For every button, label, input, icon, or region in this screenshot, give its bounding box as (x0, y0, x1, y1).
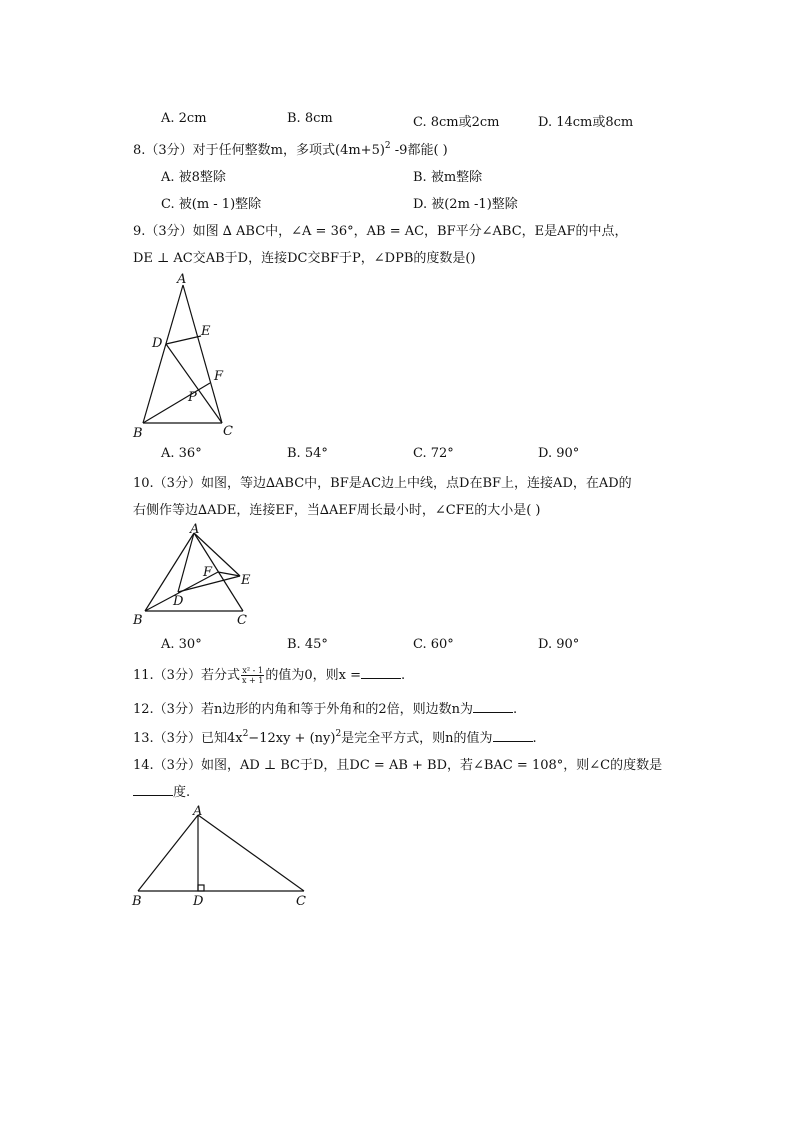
q10-stem-line1: 10.（3分）如图，等边∆ABC中，BF是AC边上中线，点D在BF上，连接AD，在AD的 (133, 476, 632, 491)
q10-label-b: B (133, 613, 143, 628)
q8-option-c[interactable]: C. 被(m - 1)整除 (161, 197, 262, 212)
q10-label-a: A (190, 522, 200, 537)
q13-end: . (532, 731, 537, 746)
q9-stem-line2: DE ⊥ AC交AB于D，连接DC交BF于P，∠DPB的度数是() (133, 251, 476, 266)
q9-option-c[interactable]: C. 72° (413, 446, 454, 461)
q14-end: 度. (173, 785, 191, 800)
q14-label-d: D (193, 894, 204, 909)
q9-option-d[interactable]: D. 90° (538, 446, 580, 461)
q11-suffix: 的值为0，则x = (265, 668, 361, 683)
q8-option-a[interactable]: A. 被8整除 (161, 170, 226, 185)
q9-option-b[interactable]: B. 54° (287, 446, 328, 461)
q11-fraction-denominator: x + 1 (241, 676, 264, 685)
q8-exponent: 2 (384, 140, 391, 151)
q8-prefix: 8.（3分）对于任何整数m，多项式(4m+5) (133, 143, 385, 158)
q11-fraction-numerator: x² - 1 (242, 666, 263, 675)
q10-label-d: D (173, 594, 184, 609)
q10-option-c[interactable]: C. 60° (413, 637, 454, 652)
q7-option-d[interactable]: D. 14cm或8cm (538, 115, 634, 130)
q7-option-c[interactable]: C. 8cm或2cm (413, 115, 500, 130)
q10-label-e: E (241, 573, 251, 588)
q7-option-b[interactable]: B. 8cm (287, 111, 333, 126)
q9-label-c: C (223, 424, 233, 439)
q10-label-c: C (237, 613, 247, 628)
q9-label-p: P (188, 390, 197, 405)
q8-option-d[interactable]: D. 被(2m -1)整除 (413, 197, 518, 212)
q10-option-d[interactable]: D. 90° (538, 637, 580, 652)
q10-option-b[interactable]: B. 45° (287, 637, 328, 652)
q13-middle: −12xy + (ny) (248, 731, 336, 746)
q10-label-f: F (203, 565, 213, 580)
q9-label-a: A (177, 272, 187, 287)
q9-label-f: F (214, 369, 224, 384)
q12-end: . (512, 702, 518, 717)
q14-label-b: B (132, 894, 142, 909)
q13-exponent-2: 2 (335, 728, 342, 739)
q9-stem-line1: 9.（3分）如图 ∆ ABC中，∠A = 36°，AB = AC，BF平分∠ABC，E是AF的中点， (133, 224, 628, 239)
q9-label-b: B (133, 426, 143, 441)
q8-suffix: -9都能( ) (390, 143, 448, 158)
q9-option-a[interactable]: A. 36° (161, 446, 202, 461)
q9-label-e: E (201, 324, 211, 339)
q13-suffix: 是完全平方式，则n的值为 (341, 731, 493, 746)
q14-label-c: C (296, 894, 306, 909)
q14-label-a: A (193, 804, 203, 819)
q8-option-b[interactable]: B. 被m整除 (413, 170, 483, 185)
q10-option-a[interactable]: A. 30° (161, 637, 202, 652)
q12-text: 12.（3分）若n边形的内角和等于外角和的2倍，则边数n为 (133, 702, 473, 717)
q11-end: . (400, 668, 406, 683)
q9-label-d: D (152, 336, 163, 351)
q13-exponent-1: 2 (242, 728, 249, 739)
q7-option-a[interactable]: A. 2cm (161, 111, 207, 126)
q13-prefix: 13.（3分）已知4x (133, 731, 243, 746)
q11-prefix: 11.（3分）若分式 (133, 668, 240, 683)
q14-stem-line1: 14.（3分）如图，AD ⊥ BC于D，且DC = AB + BD，若∠BAC = 108°，则∠C的度数是 (133, 758, 663, 773)
q10-stem-line2: 右侧作等边∆ADE，连接EF，当∆AEF周长最小时，∠CFE的大小是( ) (133, 503, 541, 518)
